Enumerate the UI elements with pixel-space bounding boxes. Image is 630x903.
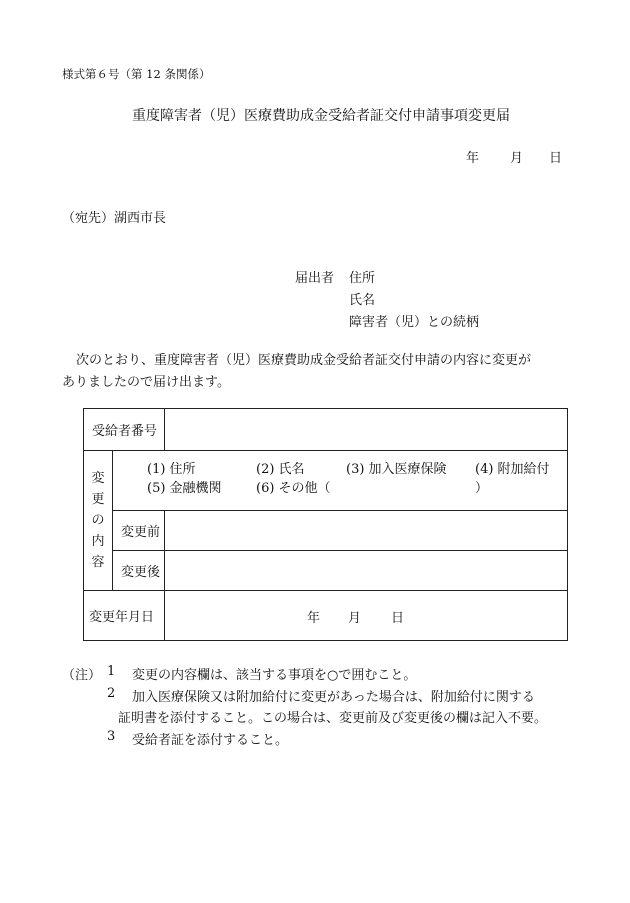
option-other-close: ） [475, 481, 489, 496]
option-insurance[interactable]: (3) 加入医療保険 [346, 462, 447, 477]
date-year-label: 年 [466, 151, 480, 166]
addressee: （宛先）湖西市長 [62, 211, 167, 226]
change-content-char: 内 [91, 534, 105, 549]
option-address[interactable]: (1) 住所 [147, 462, 196, 477]
after-change-field[interactable] [165, 551, 568, 591]
before-change-field[interactable] [165, 511, 568, 551]
change-content-char: 容 [91, 555, 105, 570]
change-date-label: 変更年月日 [84, 591, 165, 641]
change-date-field[interactable] [165, 591, 568, 641]
before-change-row [84, 511, 568, 551]
note-number: 3 [107, 729, 116, 744]
recipient-number-row [84, 409, 568, 451]
option-other[interactable]: (6) その他（ [256, 481, 331, 496]
change-content-char: 更 [91, 492, 105, 507]
option-name[interactable]: (2) 氏名 [256, 462, 305, 477]
applicant-relation-label: 障害者（児）との続柄 [349, 315, 480, 330]
recipient-number-label: 受給者番号 [84, 409, 165, 451]
change-content-char: 変 [91, 471, 105, 486]
document-title: 重度障害者（児）医療費助成金受給者証交付申請事項変更届 [132, 108, 510, 124]
note-number: 2 [107, 686, 116, 701]
note-text: 受給者証を添付すること。 [132, 733, 289, 748]
change-content-char: の [91, 513, 105, 528]
option-financial-institution[interactable]: (5) 金融機関 [147, 481, 222, 496]
after-change-row [84, 551, 568, 591]
note-text: 変更の内容欄は、該当する事項を○で囲むこと。 [132, 668, 417, 683]
note-text: 加入医療保険又は附加給付に変更があった場合は、附加給付に関する [132, 690, 535, 705]
option-additional-benefit[interactable]: (4) 附加給付 [475, 462, 550, 477]
applicant-name-label: 氏名 [349, 293, 376, 308]
change-date-row [84, 591, 568, 641]
applicant-address-label: 住所 [349, 271, 376, 286]
note-number: 1 [107, 664, 116, 679]
change-form-table [83, 408, 568, 641]
notes-label: （注） [62, 668, 102, 683]
note-text: 証明書を添付すること。この場合は、変更前及び変更後の欄は記入不要。 [118, 711, 548, 726]
after-change-label: 変更後 [113, 551, 165, 591]
date-day-label: 日 [549, 151, 563, 166]
form-number: 様式第６号（第 12 条関係） [62, 67, 211, 81]
recipient-number-field[interactable] [165, 409, 568, 451]
change-date-month: 月 [348, 611, 362, 626]
body-text-line-2: ありましたので届け出ます。 [62, 375, 230, 390]
change-options-row [84, 451, 568, 511]
change-options-cell [113, 451, 568, 511]
applicant-label: 届出者 [295, 271, 335, 286]
before-change-label: 変更前 [113, 511, 165, 551]
change-date-year: 年 [307, 611, 321, 626]
change-date-day: 日 [391, 611, 405, 626]
date-month-label: 月 [510, 151, 524, 166]
body-text-line-1: 次のとおり、重度障害者（児）医療費助成金受給者証交付申請の内容に変更が [76, 353, 532, 368]
change-content-label [84, 451, 113, 591]
